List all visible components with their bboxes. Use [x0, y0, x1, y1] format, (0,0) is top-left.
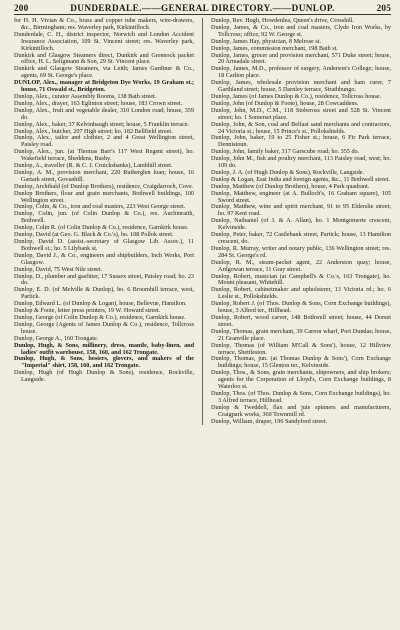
directory-entry: Dunlop, John, M.D., C.M., 118 Stobeross street and 528 St. Vincent street; ho. 1 Somerset place. [211, 106, 392, 121]
page-number-left: 200 [14, 3, 29, 13]
directory-entry: Dunlop & Tweddell, flax and jute spinners and manufacturers, Craigpark works, 360 Townmill rd. [211, 403, 392, 418]
directory-entry: Dunlop & Foote, letter press printers, 19 W. Howard street. [14, 307, 161, 315]
directory-entry: Dunlop, A., traveller (R. & C. J. Cruickshanks), Lambhill street. [14, 162, 173, 170]
directory-entry: Dunlop, James, wholesale provision merchant and ham curer, 7 Garthland street; house, 5 Darnley terrace, Strathbungo. [211, 79, 392, 94]
directory-entry: DUNLOP, Alex., manager at Bridgeton Dye Works, 19 Graham st.; house, 71 Oswald st., Bridgeton. [14, 79, 195, 94]
left-column [14, 18, 194, 425]
directory-entry: Dunlop, R. Murray, writer and notary public, 136 Wellington street; res. 284 St. George's rd. [211, 244, 392, 259]
running-title: DUNDERDALE.——GENERAL DIRECTORY.——DUNLOP. [70, 3, 335, 13]
directory-entry: Dunlop, David J., & Co., engineers and shipbuilders, Inch Works, Port Glasgow. [14, 251, 195, 266]
directory-entry: Dunlop, Matthew, wine and spirit merchant, 91 to 95 Elderslie street; ho. 97 Kent road. [211, 203, 392, 218]
directory-entry: Dunlop, Robert, cabinetmaker and upholsterer, 13 Victoria rd.; ho. 6 Leslie st., Pollokshields. [211, 286, 392, 301]
page-number-right: 205 [376, 3, 391, 13]
directory-entry: Dunlop, John, baker, 19 to 25 Fisher st.; house, 6 Fir Park terrace, Dennistoun. [211, 134, 392, 149]
directory-entry: Dunlop, John, & Son, coal and Belfast sand merchants and contractors, 24 Victoria st.; house, 15 Prince's st., Pollokshields. [211, 120, 392, 135]
directory-entry: Dunlop, Alex., jun. (at Thomas Barr's 117 West Regent street), ho. Wakefield terrace, Sheddens, Busby. [14, 148, 195, 163]
directory-entry: Dunlop, Alex., butcher, 207 High street; ho. 182 Bellfield street. [14, 127, 173, 135]
directory-entry: Dunlop, John, family baker, 317 Garscube road; ho. 355 do. [211, 148, 360, 156]
directory-entry: Dunlop, Thos. (of Thos. Dunlop & Sons, Corn Exchange buildings), ho. 3 Alfred terrace, Hillhead. [211, 389, 392, 404]
directory-entry: Dunlop, Alex., tailor and clothier, 2 and 4 Great Wellington street, Paisley road. [14, 134, 195, 149]
directory-entry: Dunlop, James (of James Dunlop & Co.), residence, Tollcross house. [211, 92, 382, 100]
columns [14, 18, 391, 425]
directory-entry: Dunlop, George A., 160 Trongate. [14, 334, 99, 342]
directory-entry: Dunlop, Nathaniel (of J. & A. Allan), ho. 1 Montgomerie crescent, Kelvinside. [211, 217, 392, 232]
directory-entry: Dunlop, David (at Geo. G. Black & Co.'s), ho. 108 Pollok street. [14, 231, 174, 239]
right-column [211, 18, 391, 425]
directory-entry: Dunlop, Edward L. (of Dunlop & Logan), house, Bellevue, Hamilton. [14, 300, 187, 308]
directory-entry: Dunlop, John (of Dunlop & Foote), house, 28 Cowcaddens. [211, 99, 359, 107]
directory-entry: Dunlop, James Hay, physician, 8 Melrose st. [211, 37, 321, 45]
directory-entry: Dunlop, Alex., fruit and vegetable dealer, 310 London road; house, 359 do. [14, 106, 195, 121]
directory-entry: Dunderdale, C. H., district inspector, Norwich and London Accident Insurance Association, 109 St. Vincent street; res. Waverley park, Kirkintilloch. [14, 30, 195, 52]
directory-entry: Dunlop, Thomas, grain merchant, 39 Carron wharf, Port Dundas; house, 21 Granville place. [211, 327, 392, 342]
directory-entry: Dunlop, Robert, wood carver, 148 Bothwell street; house, 44 Dorset street. [211, 313, 392, 328]
directory-entry: Dunlop, R. M., steam-packet agent, 22 Anderston quay; house, Ardgowan terrace, 11 Gray street. [211, 258, 392, 273]
directory-entry: Dunlop, Thomas, jun. (at Thomas Dunlop & Sons'), Corn Exchange buildings; house, 15 Glenton ter., Kelvinside. [211, 355, 392, 370]
directory-entry: Dunlop, James, commission merchant, 198 Bath st. [211, 44, 338, 52]
directory-entry: Dunlop, Alex., curator Assembly Rooms, 138 Bath street. [14, 92, 157, 100]
directory-entry: Dunlop, Alex., baker, 37 Kelvinhaugh street; house, 5 Franklin terrace. [14, 120, 190, 128]
directory-entry: Dunlop, George (of Colin Dunlop & Co.), residence, Garnkirk house. [14, 313, 186, 321]
directory-entry: Dunlop, E. D. (of Melville & Dunlop), ho. 6 Broomhill terrace, west, Partick. [14, 286, 195, 301]
column-divider [202, 18, 203, 425]
directory-entry: Dunlop, Robert, musician (at Campbell's & Co.'s, 163 Trongate), ho. Mount pleasant, Whitehill. [211, 272, 392, 287]
directory-entry: Dunlop, Hugh, & Sons, hosiers, glovers, and makers of the "Imperial" shirt, 158, 160, and 162 Trongate. [14, 355, 195, 370]
page-header [14, 3, 391, 15]
directory-entry: Dunlop, John M., fish and poultry merchant, 113 Paisley road, west; ho. 109 do. [211, 155, 392, 170]
directory-entry: Dunlop, Colin, & Co., iron and coal masters, 223 West George street. [14, 203, 186, 211]
directory-entry: Dunlop, Thomas (of William M'Call & Sons'), house, 12 Hillview terrace, Shettleston. [211, 341, 392, 356]
directory-entry: Dunlop, A. M., provision merchant, 220 Rutherglen loan; house, 16 Gartark street, Govanhill. [14, 168, 195, 183]
directory-entry: Dunlop, James, grocer and provision merchant, 571 Duke street; house, 20 Armadale street. [211, 51, 392, 66]
directory-entry: Dunlop, Matthew (of Dunlop Brothers), house, 4 Park quadrant. [211, 182, 370, 190]
directory-entry: Dunlop & Logan, East India and foreign agents, &c., 11 Bothwell street. [211, 175, 391, 183]
directory-entry: Dunlop, David, 75 West Nile street. [14, 265, 103, 273]
directory-entry: Dunlop, Rev. Hugh, Howdenlea, Queen's drive, Crosshill. [211, 17, 354, 24]
directory-entry: Dunlop, J. A. (of Hugh Dunlop & Sons), Rockville, Langside. [211, 168, 365, 176]
directory-entry: Dunlop Brothers, flour and grain merchants, Bothwell buildings, 100 Wellington street. [14, 189, 195, 204]
directory-entry: Dunkirk and Glasgow Steamers, via Leith; James Gardiner & Co., agents, 69 St. George's place. [14, 65, 195, 80]
directory-entry: for H. H. Vivian & Co., brass and copper tube makers, wire-drawers, &c., Birmingham; res. Waverley park, Kirkintilloch. [14, 17, 195, 31]
directory-entry: Dunlop, James, & Co., iron and coal masters, Clyde Iron Works, by Tollcross; office, 92 W. George st. [211, 23, 392, 38]
directory-entry: Dunlop, William, draper, 196 Sandyford street. [211, 417, 328, 425]
directory-entry: Dunlop, Hugh (of Hugh Dunlop & Sons), residence, Rockville, Langside. [14, 369, 195, 384]
directory-entry: Dunlop, D., plumber and gasfitter, 17 Sussex street, Paisley road; ho. 23 do. [14, 272, 195, 287]
directory-entry: Dunlop, Matthew, engineer (at A. Bulloch's, 16 Graham square), 105 Sword street. [211, 189, 392, 204]
directory-entry: Dunlop, Colin R. (of Colin Dunlop & Co.), residence, Garnkirk house. [14, 224, 189, 232]
directory-entry: Dunlop, Alex., drayer, 163 Eglinton street; house, 183 Crown street. [14, 99, 183, 107]
directory-entry: Dunlop, George (Agents of James Dunlop & Co.), residence, Tollcross house. [14, 320, 195, 335]
directory-entry: Dunlop, James, M.D., professor of surgery, Anderson's College; house, 18 Carlton place. [211, 65, 392, 80]
directory-entry: Dunlop, Hugh, & Sons, millinery, dress, mantle, baby-linen, and ladies' outfit warehouse, 158, 160, and 162 Trongate. [14, 341, 195, 356]
directory-entry: Dunlop, Peter, baker, 72 Castlebank street, Partick; house, 13 Hamilton crescent, do. [211, 231, 392, 245]
directory-entry: Dunlop, Thos., & Sons, grain merchants, shipowners, and ship brokers; agents for the Corporation of Lloyd's, Corn Exchange buildings, 8 Waterloo st. [211, 369, 392, 391]
directory-entry: Dunlop, Robert J. (of Thos. Dunlop & Sons, Corn Exchange buildings), house, 3 Alfred ter., Hillhead. [211, 300, 392, 315]
directory-entry: Dunkirk and Glasgow Steamers direct, Dunkirk and Greenock packet office, H. L. Seligmann & Son, 29 St. Vincent place. [14, 51, 195, 66]
directory-entry: Dunlop, Colin, jun. (of Colin Dunlop & Co.), res. Auchinraith, Bothwell. [14, 210, 195, 225]
directory-entry: Dunlop, David D. (assist.-secretary of Glasgow Lib. Assoc.), 11 Bothwell st.; ho. 5 Lilybank st. [14, 238, 195, 252]
directory-entry: Dunlop, Archibald (of Dunlop Brothers), residence, Craigdarroch, Cove. [14, 182, 194, 190]
